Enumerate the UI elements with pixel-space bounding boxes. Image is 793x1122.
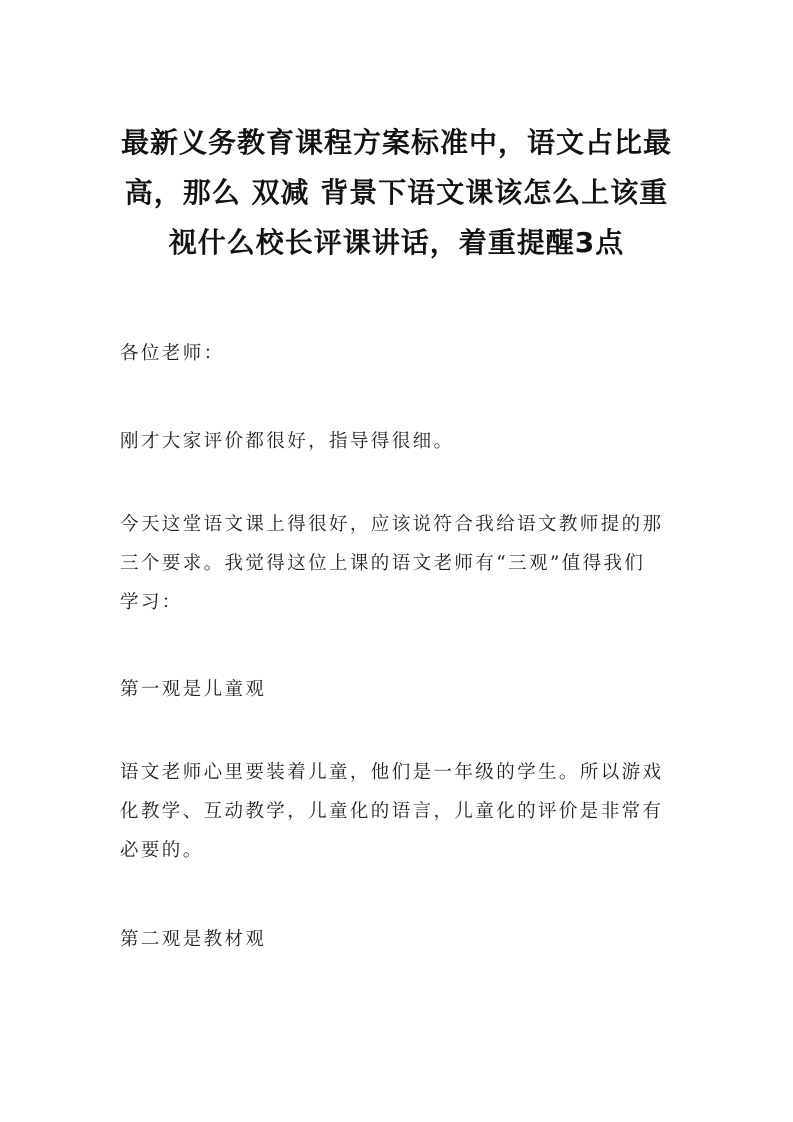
title-line: 视什么校长评课讲话，着重提醒3点 [168, 226, 625, 259]
paragraph: 刚才大家评价都很好，指导得很细。 [120, 431, 455, 452]
paragraph [120, 753, 673, 870]
paragraph [120, 505, 673, 622]
title-line: 高，那么 双减 背景下语文课该怎么上该重 [124, 176, 669, 209]
section-heading: 第一观是儿童观 [120, 679, 267, 700]
title-line: 最新义务教育课程方案标准中，语文占比最 [120, 126, 672, 159]
paragraph-line: 今天这堂语文课上得很好，应该说符合我给语文教师提的那 [120, 514, 664, 535]
paragraph-line: 学习： [120, 592, 183, 613]
greeting-text: 各位老师： [120, 343, 225, 364]
paragraph-line: 必要的。 [120, 840, 204, 861]
paragraph-line: 化教学、互动教学，儿童化的语言，儿童化的评价是非常有 [120, 801, 664, 822]
paragraph-line: 三个要求。我觉得这位上课的语文老师有“三观”值得我们 [120, 553, 646, 574]
section-heading: 第二观是教材观 [120, 929, 267, 950]
paragraph-line: 语文老师心里要装着儿童，他们是一年级的学生。所以游戏 [120, 762, 664, 783]
document-title [120, 0, 673, 268]
